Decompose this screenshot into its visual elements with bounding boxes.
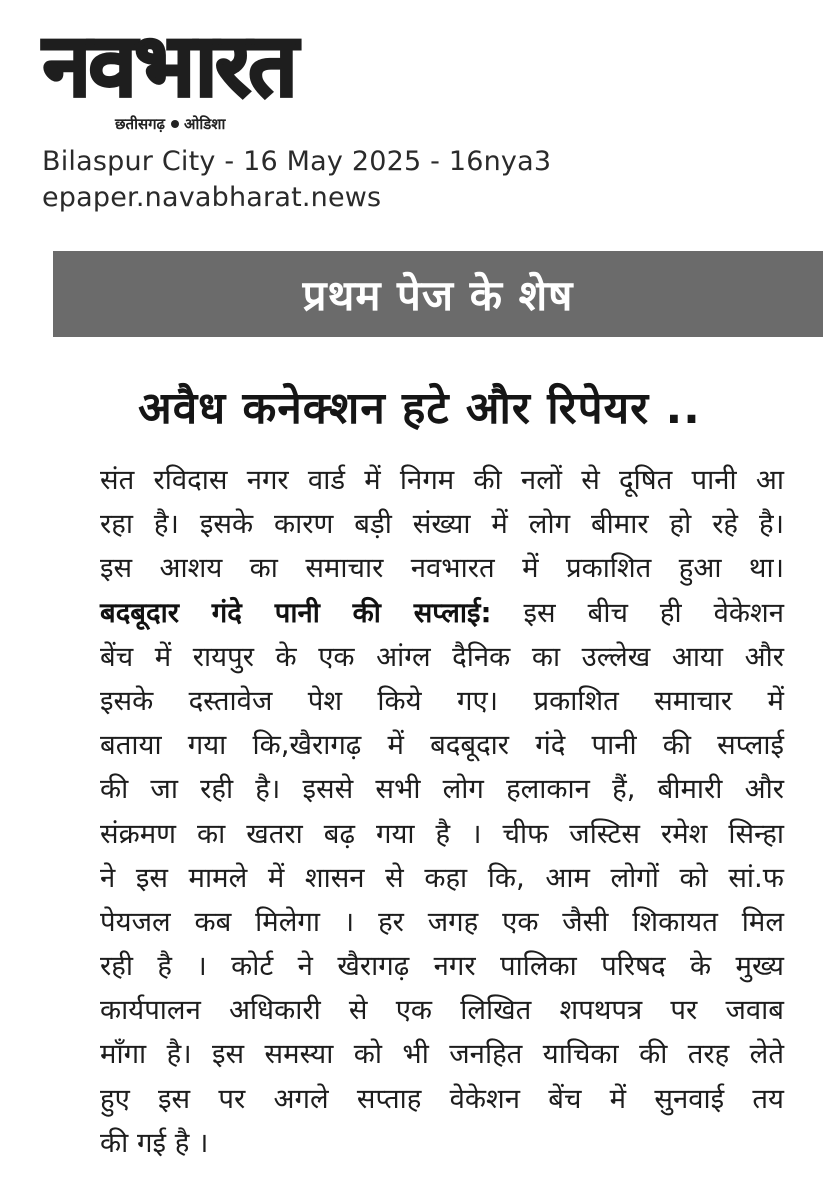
article-line: की जा रही है। इससे सभी लोग हलाकान हैं, बीमारी और bbox=[100, 773, 784, 806]
article-line: बेंच में रायपुर के एक आंग्ल दैनिक का उल्लेख आया और bbox=[100, 640, 784, 673]
article-body bbox=[100, 458, 784, 1165]
article-line: इस आशय का समाचार नवभारत में प्रकाशित हुआ था। bbox=[100, 552, 784, 585]
article-line: रहा है। इसके कारण बड़ी संख्या में लोग बीमार हो रहे है। bbox=[100, 508, 784, 541]
edition-regions bbox=[115, 114, 225, 134]
edition-date-line: Bilaspur City - 16 May 2025 - 16nya3 bbox=[42, 146, 552, 177]
edition-region-a: छतीसगढ़ bbox=[115, 115, 165, 133]
article-line: बताया गया कि,खैरागढ़ में बदबूदार गंदे पानी की सप्लाई bbox=[100, 729, 784, 762]
article-line-rest: इस बीच ही वेकेशन bbox=[491, 596, 784, 629]
epaper-website: epaper.navabharat.news bbox=[42, 182, 382, 213]
newspaper-logo: नवभारत bbox=[43, 16, 296, 116]
article-headline: अवैध कनेक्शन हटे और रिपेयर .. bbox=[138, 383, 701, 434]
article-line: हुए इस पर अगले सप्ताह वेकेशन बेंच में सुनवाई तय bbox=[100, 1082, 784, 1115]
section-banner bbox=[53, 251, 823, 337]
article-line: संत रविदास नगर वार्ड में निगम की नलों से दूषित पानी आ bbox=[100, 464, 784, 496]
edition-region-b: ओडिशा bbox=[183, 115, 226, 133]
masthead bbox=[35, 12, 403, 136]
article-line: रही है । कोर्ट ने खैरागढ़ नगर पालिका परिषद के मुख्य bbox=[100, 950, 784, 983]
article-line: संक्रमण का खतरा बढ़ गया है । चीफ जस्टिस रमेश सिन्हा bbox=[100, 817, 784, 850]
article-line: कार्यपालन अधिकारी से एक लिखित शपथपत्र पर जवाब bbox=[100, 994, 784, 1027]
article-line: ने इस मामले में शासन से कहा कि, आम लोगों को सां.फ bbox=[100, 861, 784, 894]
article-line: इसके दस्तावेज पेश किये गए। प्रकाशित समाचार में bbox=[100, 684, 784, 717]
article-line: पेयजल कब मिलेगा । हर जगह एक जैसी शिकायत मिल bbox=[100, 905, 784, 938]
section-title: प्रथम पेज के शेष bbox=[302, 270, 574, 320]
bullet-dot-icon bbox=[171, 120, 179, 128]
article-line-with-subhead bbox=[100, 591, 784, 635]
article-subhead: बदबूदार गंदे पानी की सप्लाई: bbox=[100, 596, 492, 629]
article-line: माँगा है। इस समस्या को भी जनहित याचिका की तरह लेते bbox=[100, 1038, 784, 1071]
article-line: की गई है । bbox=[100, 1126, 209, 1159]
